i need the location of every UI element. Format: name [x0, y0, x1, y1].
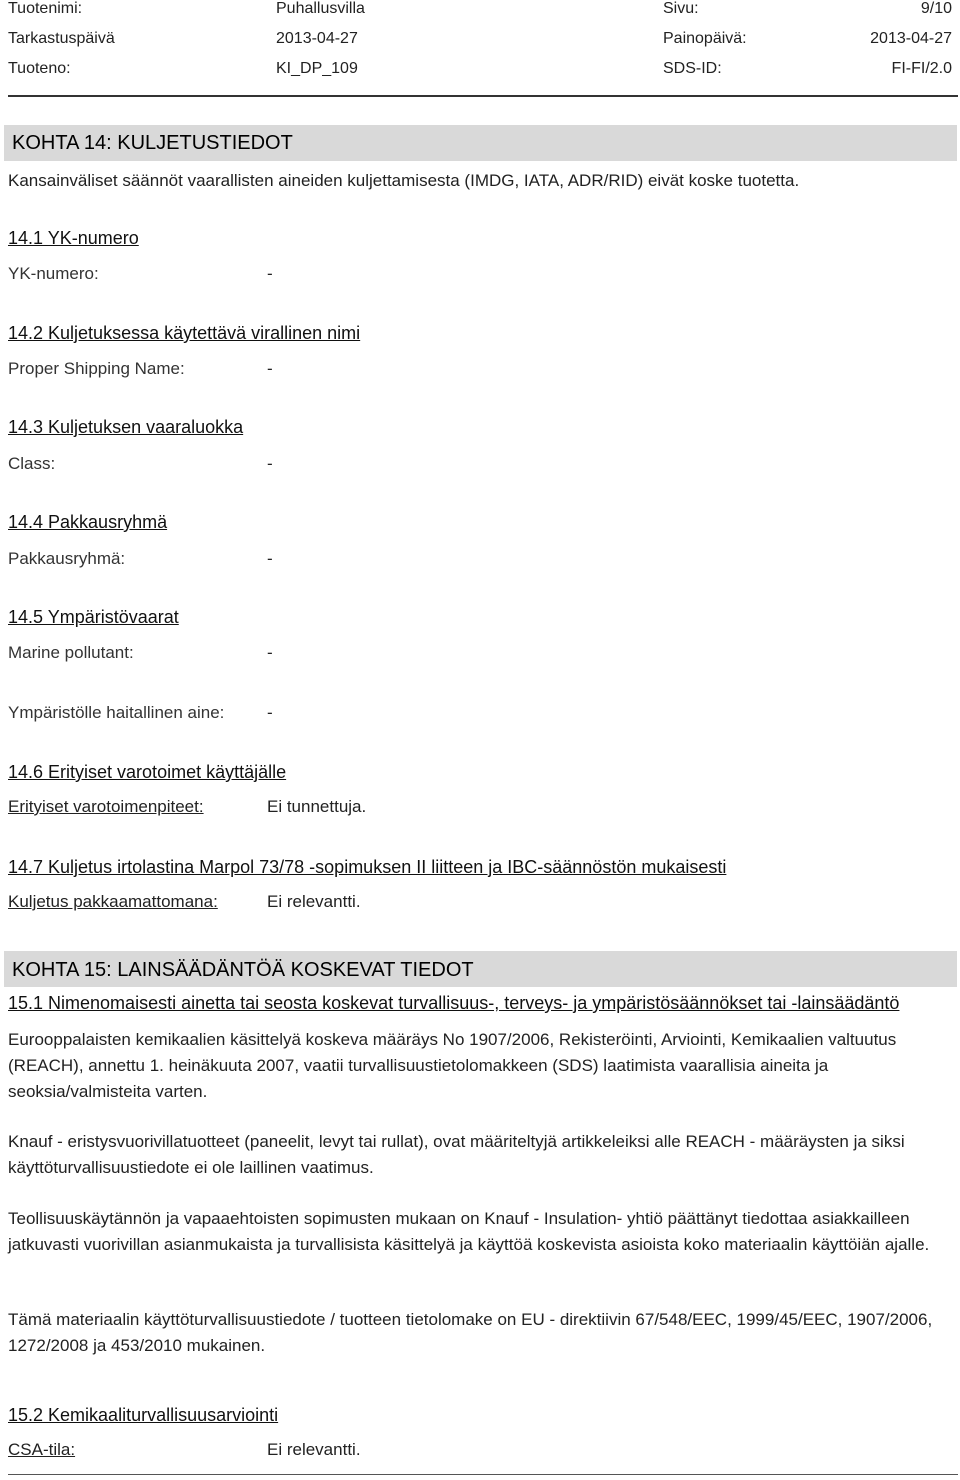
- environment-hazard-label: Ympäristölle haitallinen aine:: [8, 703, 225, 722]
- packing-group-label: Pakkausryhmä:: [8, 549, 126, 568]
- print-date-label: Painopäivä:: [663, 30, 747, 47]
- section-14-title: KOHTA 14: KULJETUSTIEDOT: [12, 132, 293, 154]
- product-name-label: Tuotenimi:: [8, 0, 83, 17]
- class-value: -: [267, 454, 273, 473]
- header-divider: [8, 95, 958, 97]
- bulk-transport-value: Ei relevantti.: [267, 892, 361, 911]
- heading-14-4: 14.4 Pakkausryhmä: [8, 512, 168, 532]
- section-15-title: KOHTA 15: LAINSÄÄDÄNTÖÄ KOSKEVAT TIEDOT: [12, 959, 474, 981]
- special-precautions-value: Ei tunnettuja.: [267, 797, 367, 816]
- environment-hazard-value: -: [267, 703, 273, 722]
- review-date-value: 2013-04-27: [276, 30, 358, 47]
- page-label: Sivu:: [663, 0, 699, 17]
- paragraph-knauf-articles: Knauf - eristysvuorivillatuotteet (paneelit, levyt tai rullat), ovat määriteltyjä artikkeleiksi alle REACH - määräysten ja siksi käyttöturvallisuustiedote ei ole laillinen vaatimus.: [8, 1132, 905, 1177]
- bulk-transport-label: Kuljetus pakkaamattomana:: [8, 892, 218, 911]
- heading-15-1: 15.1 Nimenomaisesti ainetta tai seosta koskevat turvallisuus-, terveys- ja ympäristösäännökset tai -lainsäädäntö: [8, 993, 900, 1013]
- heading-14-1: 14.1 YK-numero: [8, 228, 139, 248]
- product-number-value: KI_DP_109: [276, 60, 358, 77]
- heading-14-3: 14.3 Kuljetuksen vaaraluokka: [8, 417, 244, 437]
- section-15-band: [4, 951, 957, 987]
- marine-pollutant-label: Marine pollutant:: [8, 643, 134, 662]
- csa-status-label: CSA-tila:: [8, 1440, 76, 1459]
- sds-id-label: SDS-ID:: [663, 60, 722, 77]
- product-number-label: Tuoteno:: [8, 60, 71, 77]
- page-value: 9/10: [920, 0, 952, 17]
- heading-15-2: 15.2 Kemikaaliturvallisuusarviointi: [8, 1405, 279, 1425]
- paragraph-knauf-information: Teollisuuskäytännön ja vapaaehtoisten sopimusten mukaan on Knauf - Insulation- yhtiö päättänyt tiedottaa asiakkailleen jatkuvasti vuorivillan asianmukaista ja turvallisista käsittelyä ja käyttöä koskevista asioista koko materiaalin käyttöiän ajalle.: [8, 1209, 930, 1254]
- review-date-label: Tarkastuspäivä: [8, 30, 115, 47]
- shipping-name-value: -: [267, 359, 273, 378]
- heading-14-2: 14.2 Kuljetuksessa käytettävä virallinen nimi: [8, 323, 361, 343]
- un-number-value: -: [267, 264, 273, 283]
- csa-status-value: Ei relevantti.: [267, 1440, 361, 1459]
- footer-divider: [8, 1474, 958, 1475]
- class-label: Class:: [8, 454, 56, 473]
- sds-id-value: FI-FI/2.0: [891, 60, 952, 77]
- heading-14-7: 14.7 Kuljetus irtolastina Marpol 73/78 -sopimuksen II liitteen ja IBC-säännöstön mukaisesti: [8, 857, 727, 877]
- paragraph-directives: Tämä materiaalin käyttöturvallisuustiedote / tuotteen tietolomake on EU - direktiivin 67/548/EEC, 1999/45/EEC, 1907/2006, 1272/2008 ja 453/2010 mukainen.: [8, 1310, 933, 1355]
- packing-group-value: -: [267, 549, 273, 568]
- paragraph-reach: Eurooppalaisten kemikaalien käsittelyä koskeva määräys No 1907/2006, Rekisteröinti, Arviointi, Kemikaalien valtuutus (REACH), annettu 1. heinäkuuta 2007, vaatii turvallisuustietolomakkeen (SDS) laatimista vaarallisia aineita ja seoksia/valmisteita varten.: [8, 1030, 897, 1101]
- special-precautions-label: Erityiset varotoimenpiteet:: [8, 797, 204, 816]
- un-number-label: YK-numero:: [8, 264, 99, 283]
- print-date-value: 2013-04-27: [870, 30, 952, 47]
- section-14-intro: Kansainväliset säännöt vaarallisten aineiden kuljettamisesta (IMDG, IATA, ADR/RID) eivät koske tuotetta.: [8, 171, 800, 190]
- heading-14-6: 14.6 Erityiset varotoimet käyttäjälle: [8, 762, 287, 782]
- shipping-name-label: Proper Shipping Name:: [8, 359, 185, 378]
- heading-14-5: 14.5 Ympäristövaarat: [8, 607, 179, 627]
- product-name-value: Puhallusvilla: [276, 0, 365, 17]
- section-14-band: [4, 125, 957, 161]
- marine-pollutant-value: -: [267, 643, 273, 662]
